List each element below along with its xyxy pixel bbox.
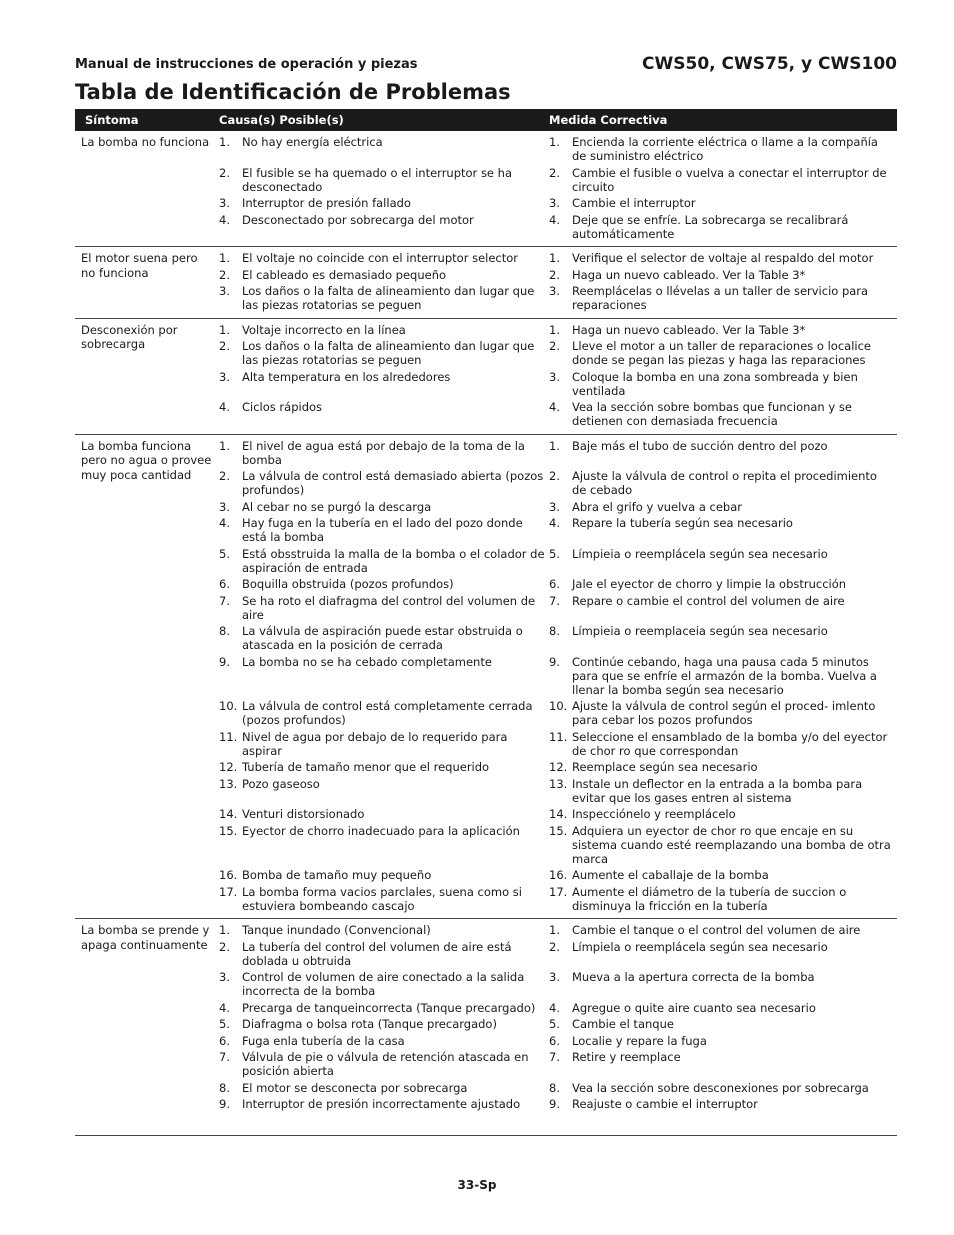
cause-cell xyxy=(219,824,549,866)
remedy-cell xyxy=(549,970,897,998)
remedy-number: 11. xyxy=(549,729,568,744)
remedy-cell xyxy=(549,730,897,758)
cause-cell xyxy=(219,370,549,398)
table-end-rule xyxy=(75,1135,897,1136)
cause-cell xyxy=(219,777,549,805)
remedy-cell xyxy=(549,594,897,622)
header-remedy: Medida Correctiva xyxy=(549,113,668,127)
remedy-number: 3. xyxy=(549,196,560,210)
table-row xyxy=(219,594,897,622)
cause-cell xyxy=(219,339,549,367)
remedy-cell xyxy=(549,777,897,805)
cause-number: 8. xyxy=(219,624,230,638)
page-header xyxy=(75,50,897,74)
table-row xyxy=(219,760,897,774)
cause-number: 15. xyxy=(219,823,238,838)
cause-text: Interruptor de presión incorrectamente ajustado xyxy=(242,1097,521,1111)
troubleshooting-table xyxy=(75,109,897,1136)
remedy-number: 3. xyxy=(549,369,560,384)
remedy-cell xyxy=(549,213,897,241)
remedy-text: Aumente el caballaje de la bomba xyxy=(572,868,769,882)
remedy-cell xyxy=(549,824,897,866)
remedy-number: 9. xyxy=(549,654,560,669)
remedy-cell xyxy=(549,500,897,514)
remedy-text: Abra el grifo y vuelva a cebar xyxy=(572,499,742,514)
remedy-text: Coloque la bomba en una zona sombreada y bien ventilada xyxy=(572,369,858,398)
cause-cell xyxy=(219,1081,549,1095)
remedy-cell xyxy=(549,760,897,774)
remedy-cell xyxy=(549,268,897,282)
remedy-number: 2. xyxy=(549,469,560,483)
remedy-text: Haga un nuevo cableado. Ver la Table 3* xyxy=(572,267,806,282)
symptom-cell: El motor suena pero no funciona xyxy=(81,251,198,280)
remedy-cell xyxy=(549,339,897,367)
cause-cell xyxy=(219,1034,549,1048)
remedy-number: 5. xyxy=(549,1017,560,1031)
table-row xyxy=(219,400,897,428)
table-row xyxy=(219,516,897,544)
cause-cell xyxy=(219,577,549,591)
remedy-text: Vea la sección sobre bombas que funcionan y se detienen con demasiada frecuencia xyxy=(572,400,852,428)
cause-cell xyxy=(219,469,549,497)
table-row xyxy=(219,370,897,398)
table-row xyxy=(219,868,897,882)
cause-text: Válvula de pie o válvula de retención atascada en posición abierta xyxy=(242,1050,529,1078)
table-row xyxy=(219,251,897,265)
remedy-text: Adquiera un eyector de chor ro que encaje en su sistema cuando esté reemplazando una bomba de otra marca xyxy=(572,823,891,866)
remedy-number: 2. xyxy=(549,339,560,353)
cause-cell xyxy=(219,885,549,913)
remedy-text: Deje que se enfríe. La sobrecarga se recalibrará automáticamente xyxy=(572,212,849,241)
cause-text: La bomba forma vacios parclales, suena como si estuviera bombeando cascajo xyxy=(242,884,522,913)
remedy-text: Aumente el diámetro de la tubería de succion o disminuya la fricción en la tubería xyxy=(572,884,847,913)
table-row xyxy=(219,1017,897,1031)
cause-cell xyxy=(219,655,549,697)
cause-cell xyxy=(219,940,549,968)
remedy-cell xyxy=(549,439,897,467)
symptom-cell: La bomba no funciona xyxy=(81,135,210,149)
cause-text: El motor se desconecta por sobrecarga xyxy=(242,1080,468,1095)
cause-cell xyxy=(219,1050,549,1078)
cause-number: 3. xyxy=(219,970,230,984)
remedy-text: Reemplace según sea necesario xyxy=(572,760,758,774)
table-row xyxy=(219,135,897,163)
remedy-cell xyxy=(549,370,897,398)
cause-text: Se ha roto el diafragma del control del volumen de aire xyxy=(242,593,536,622)
cause-number: 1. xyxy=(219,923,230,937)
cause-cell xyxy=(219,594,549,622)
cause-number: 7. xyxy=(219,593,230,608)
table-row xyxy=(219,439,897,467)
remedy-number: 2. xyxy=(549,165,560,180)
remedy-number: 1. xyxy=(549,438,560,453)
remedy-cell xyxy=(549,1097,897,1111)
table-row xyxy=(219,777,897,805)
remedy-text: Cambie el fusible o vuelva a conectar el interruptor de circuito xyxy=(572,165,887,194)
cause-cell xyxy=(219,268,549,282)
cause-text: La válvula de control está demasiado abierta (pozos profundos) xyxy=(242,469,544,497)
cause-number: 9. xyxy=(219,654,230,669)
cause-number: 7. xyxy=(219,1050,230,1064)
remedy-cell xyxy=(549,940,897,968)
cause-text: Diafragma o bolsa rota (Tanque precargado) xyxy=(242,1017,497,1031)
cause-number: 2. xyxy=(219,939,230,954)
remedy-number: 7. xyxy=(549,593,560,608)
cause-text: Los daños o la falta de alineamiento dan lugar que las piezas rotatorias se peguen xyxy=(242,339,535,367)
remedy-number: 7. xyxy=(549,1050,560,1064)
symptom-group xyxy=(75,319,897,435)
cause-cell xyxy=(219,970,549,998)
cause-number: 5. xyxy=(219,546,230,561)
cause-text: Voltaje incorrecto en la línea xyxy=(242,322,406,337)
remedy-text: Vea la sección sobre desconexiones por sobrecarga xyxy=(572,1080,869,1095)
table-row xyxy=(219,1081,897,1095)
table-row xyxy=(219,824,897,866)
cause-text: Ciclos rápidos xyxy=(242,400,323,414)
table-row xyxy=(219,268,897,282)
remedy-cell xyxy=(549,885,897,913)
remedy-text: Cambie el interruptor xyxy=(572,196,696,210)
remedy-cell xyxy=(549,323,897,337)
remedy-number: 14. xyxy=(549,807,568,821)
page-number: 33-Sp xyxy=(457,1178,497,1192)
remedy-number: 5. xyxy=(549,546,560,561)
remedy-cell xyxy=(549,196,897,210)
table-row xyxy=(219,1001,897,1015)
remedy-text: Continúe cebando, haga una pausa cada 5 minutos para que se enfríe el armazón de la bomba. Vuelva a llenar la bomba según sea necesario xyxy=(572,654,877,697)
remedy-number: 12. xyxy=(549,760,568,774)
cause-number: 3. xyxy=(219,196,230,210)
model-title: CWS50, CWS75, y CWS100 xyxy=(642,54,897,74)
page-title: Tabla de Identificación de Problemas xyxy=(75,80,511,104)
remedy-cell xyxy=(549,1050,897,1078)
remedy-text: Jale el eyector de chorro y limpie la obstrucción xyxy=(572,577,847,591)
cause-cell xyxy=(219,1001,549,1015)
cause-number: 3. xyxy=(219,369,230,384)
cause-cell xyxy=(219,251,549,265)
symptom-group xyxy=(75,247,897,319)
remedy-text: Seleccione el ensamblado de la bomba y/o del eyector de chor ro que correspondan xyxy=(572,729,888,758)
cause-text: Al cebar no se purgó la descarga xyxy=(242,499,432,514)
remedy-text: Repare la tubería según sea necesario xyxy=(572,516,793,530)
cause-text: La válvula de control está completamente cerrada (pozos profundos) xyxy=(242,699,533,727)
remedy-text: Localie y repare la fuga xyxy=(572,1033,707,1048)
table-row xyxy=(219,469,897,497)
cause-number: 5. xyxy=(219,1017,230,1031)
remedy-number: 6. xyxy=(549,1033,560,1048)
remedy-number: 15. xyxy=(549,823,568,838)
cause-number: 14. xyxy=(219,807,238,821)
symptom-group xyxy=(75,919,897,1117)
cause-cell xyxy=(219,624,549,652)
table-row xyxy=(219,1034,897,1048)
remedy-cell xyxy=(549,516,897,544)
cause-text: Interruptor de presión fallado xyxy=(242,196,411,210)
remedy-text: Cambie el tanque xyxy=(572,1017,674,1031)
table-row xyxy=(219,655,897,697)
remedy-cell xyxy=(549,1034,897,1048)
table-row xyxy=(219,547,897,575)
table-row xyxy=(219,730,897,758)
table-body xyxy=(75,131,897,1117)
remedy-number: 3. xyxy=(549,970,560,984)
cause-text: La bomba no se ha cebado completamente xyxy=(242,654,492,669)
cause-cell xyxy=(219,699,549,727)
table-row xyxy=(219,970,897,998)
remedy-text: Cambie el tanque o el control del volumen de aire xyxy=(572,923,861,937)
cause-cell xyxy=(219,516,549,544)
cause-number: 6. xyxy=(219,1033,230,1048)
cause-number: 8. xyxy=(219,1080,230,1095)
table-row xyxy=(219,196,897,210)
remedy-text: Ajuste la válvula de control o repita el procedimiento de cebado xyxy=(572,469,877,497)
cause-text: La válvula de aspiración puede estar obstruida o atascada en la posición de cerrada xyxy=(242,624,523,652)
table-row xyxy=(219,940,897,968)
cause-cell xyxy=(219,439,549,467)
cause-cell xyxy=(219,323,549,337)
cause-number: 11. xyxy=(219,729,238,744)
cause-number: 2. xyxy=(219,469,230,483)
cause-number: 3. xyxy=(219,499,230,514)
cause-number: 2. xyxy=(219,165,230,180)
cause-number: 4. xyxy=(219,400,230,414)
cause-number: 4. xyxy=(219,212,230,227)
cause-text: El nivel de agua está por debajo de la toma de la bomba xyxy=(242,438,525,467)
cause-cell xyxy=(219,1097,549,1111)
remedy-cell xyxy=(549,166,897,194)
remedy-text: Inspecciónelo y reemplácelo xyxy=(572,807,736,821)
table-row xyxy=(219,166,897,194)
remedy-cell xyxy=(549,1001,897,1015)
cause-cell xyxy=(219,547,549,575)
table-row xyxy=(219,1097,897,1111)
remedy-number: 13. xyxy=(549,776,568,791)
cause-text: Desconectado por sobrecarga del motor xyxy=(242,212,474,227)
cause-cell xyxy=(219,284,549,312)
remedy-number: 4. xyxy=(549,516,560,530)
remedy-text: Límpieia o reemplaceia según sea necesario xyxy=(572,624,828,638)
remedy-number: 4. xyxy=(549,1000,560,1015)
cause-cell xyxy=(219,196,549,210)
cause-cell xyxy=(219,166,549,194)
cause-cell xyxy=(219,807,549,821)
table-row xyxy=(219,577,897,591)
cause-text: No hay energía eléctrica xyxy=(242,135,383,149)
cause-number: 1. xyxy=(219,251,230,265)
cause-number: 6. xyxy=(219,577,230,591)
cause-text: Alta temperatura en los alrededores xyxy=(242,369,451,384)
cause-cell xyxy=(219,868,549,882)
table-row xyxy=(219,624,897,652)
remedy-number: 8. xyxy=(549,624,560,638)
remedy-text: Mueva a la apertura correcta de la bomba xyxy=(572,970,815,984)
cause-text: El cableado es demasiado pequeño xyxy=(242,267,447,282)
remedy-number: 3. xyxy=(549,499,560,514)
cause-text: Boquilla obstruida (pozos profundos) xyxy=(242,577,454,591)
cause-number: 3. xyxy=(219,284,230,298)
remedy-number: 8. xyxy=(549,1080,560,1095)
manual-title: Manual de instrucciones de operación y piezas xyxy=(75,57,418,72)
remedy-text: Verifique el selector de voltaje al respaldo del motor xyxy=(572,251,874,265)
cause-text: El voltaje no coincide con el interruptor selector xyxy=(242,251,519,265)
cause-number: 12. xyxy=(219,760,238,774)
symptom-cell: La bomba se prende y apaga continuamente xyxy=(81,923,210,952)
remedy-number: 1. xyxy=(549,322,560,337)
remedy-text: Retire y reemplace xyxy=(572,1050,681,1064)
remedy-cell xyxy=(549,699,897,727)
cause-text: Control de volumen de aire conectado a la salida incorrecta de la bomba xyxy=(242,970,525,998)
cause-cell xyxy=(219,500,549,514)
remedy-number: 4. xyxy=(549,400,560,414)
cause-text: El fusible se ha quemado o el interruptor se ha desconectado xyxy=(242,165,512,194)
remedy-cell xyxy=(549,251,897,265)
remedy-cell xyxy=(549,807,897,821)
remedy-cell xyxy=(549,1017,897,1031)
table-row xyxy=(219,323,897,337)
header-symptom: Síntoma xyxy=(85,113,139,127)
table-row xyxy=(219,1050,897,1078)
cause-cell xyxy=(219,400,549,428)
remedy-number: 6. xyxy=(549,577,560,591)
cause-cell xyxy=(219,135,549,163)
remedy-text: Reemplácelas o llévelas a un taller de servicio para reparaciones xyxy=(572,284,869,312)
remedy-cell xyxy=(549,547,897,575)
remedy-cell xyxy=(549,284,897,312)
remedy-number: 1. xyxy=(549,135,560,149)
cause-number: 2. xyxy=(219,339,230,353)
table-row xyxy=(219,284,897,312)
table-header xyxy=(75,109,897,131)
remedy-number: 1. xyxy=(549,923,560,937)
cause-text: Pozo gaseoso xyxy=(242,776,320,791)
remedy-text: Instale un deflector en la entrada a la bomba para evitar que los gases entren al sistema xyxy=(572,776,863,805)
remedy-number: 3. xyxy=(549,284,560,298)
remedy-number: 2. xyxy=(549,267,560,282)
remedy-number: 1. xyxy=(549,251,560,265)
remedy-number: 10. xyxy=(549,699,568,713)
table-row xyxy=(219,699,897,727)
cause-number: 4. xyxy=(219,516,230,530)
cause-number: 9. xyxy=(219,1097,230,1111)
remedy-text: Baje más el tubo de succión dentro del pozo xyxy=(572,438,828,453)
cause-cell xyxy=(219,923,549,937)
cause-text: La tubería del control del volumen de aire está doblada u obtruida xyxy=(242,939,512,968)
remedy-cell xyxy=(549,624,897,652)
remedy-cell xyxy=(549,868,897,882)
cause-text: Nivel de agua por debajo de lo requerido para aspirar xyxy=(242,729,508,758)
cause-cell xyxy=(219,1017,549,1031)
cause-number: 1. xyxy=(219,322,230,337)
cause-text: Tanque inundado (Convencional) xyxy=(242,923,431,937)
cause-text: Venturi distorsionado xyxy=(242,807,365,821)
cause-cell xyxy=(219,760,549,774)
cause-text: Los daños o la falta de alineamiento dan lugar que las piezas rotatorias se peguen xyxy=(242,284,535,312)
remedy-text: Límpieia o reemplácela según sea necesario xyxy=(572,546,828,561)
remedy-text: Encienda la corriente eléctrica o llame a la compañía de suministro eléctrico xyxy=(572,135,878,163)
remedy-text: Lleve el motor a un taller de reparaciones o localice donde se pegan las piezas y haga las reparaciones xyxy=(572,339,871,367)
cause-number: 13. xyxy=(219,776,238,791)
table-row xyxy=(219,213,897,241)
cause-text: Bomba de tamaño muy pequeño xyxy=(242,868,432,882)
table-row xyxy=(219,885,897,913)
cause-number: 1. xyxy=(219,438,230,453)
cause-cell xyxy=(219,213,549,241)
header-cause: Causa(s) Posible(s) xyxy=(219,113,344,127)
remedy-cell xyxy=(549,577,897,591)
cause-number: 4. xyxy=(219,1000,230,1015)
remedy-cell xyxy=(549,923,897,937)
table-row xyxy=(219,500,897,514)
cause-text: Hay fuga en la tubería en el lado del pozo donde está la bomba xyxy=(242,516,523,544)
cause-number: 1. xyxy=(219,135,230,149)
cause-number: 17. xyxy=(219,884,238,899)
cause-text: Tubería de tamaño menor que el requerido xyxy=(242,760,490,774)
table-row xyxy=(219,339,897,367)
remedy-text: Reajuste o cambie el interruptor xyxy=(572,1097,758,1111)
symptom-cell: La bomba funciona pero no agua o provee muy poca cantidad xyxy=(81,438,212,482)
remedy-text: Haga un nuevo cableado. Ver la Table 3* xyxy=(572,322,806,337)
cause-cell xyxy=(219,730,549,758)
table-row xyxy=(219,923,897,937)
cause-number: 16. xyxy=(219,868,238,882)
remedy-cell xyxy=(549,400,897,428)
remedy-text: Límpiela o reemplácela según sea necesario xyxy=(572,939,828,954)
remedy-number: 9. xyxy=(549,1097,560,1111)
cause-text: Eyector de chorro inadecuado para la aplicación xyxy=(242,823,520,838)
table-row xyxy=(219,807,897,821)
cause-number: 10. xyxy=(219,699,238,713)
cause-text: Fuga enla tubería de la casa xyxy=(242,1033,405,1048)
remedy-text: Ajuste la válvula de control según el proced- imlento para cebar los pozos profundos xyxy=(572,699,876,727)
remedy-cell xyxy=(549,1081,897,1095)
remedy-text: Agregue o quite aire cuanto sea necesario xyxy=(572,1000,816,1015)
remedy-number: 2. xyxy=(549,939,560,954)
remedy-number: 4. xyxy=(549,212,560,227)
symptom-group xyxy=(75,131,897,247)
remedy-text: Repare o cambie el control del volumen de aire xyxy=(572,593,845,608)
remedy-cell xyxy=(549,135,897,163)
cause-text: Precarga de tanqueincorrecta (Tanque precargado) xyxy=(242,1000,536,1015)
remedy-cell xyxy=(549,655,897,697)
cause-number: 2. xyxy=(219,267,230,282)
remedy-number: 16. xyxy=(549,868,568,882)
cause-text: Está obsstruida la malla de la bomba o el colador de aspiración de entrada xyxy=(242,546,545,575)
symptom-cell: Desconexión por sobrecarga xyxy=(81,322,178,351)
symptom-group xyxy=(75,435,897,920)
remedy-cell xyxy=(549,469,897,497)
remedy-number: 17. xyxy=(549,884,568,899)
